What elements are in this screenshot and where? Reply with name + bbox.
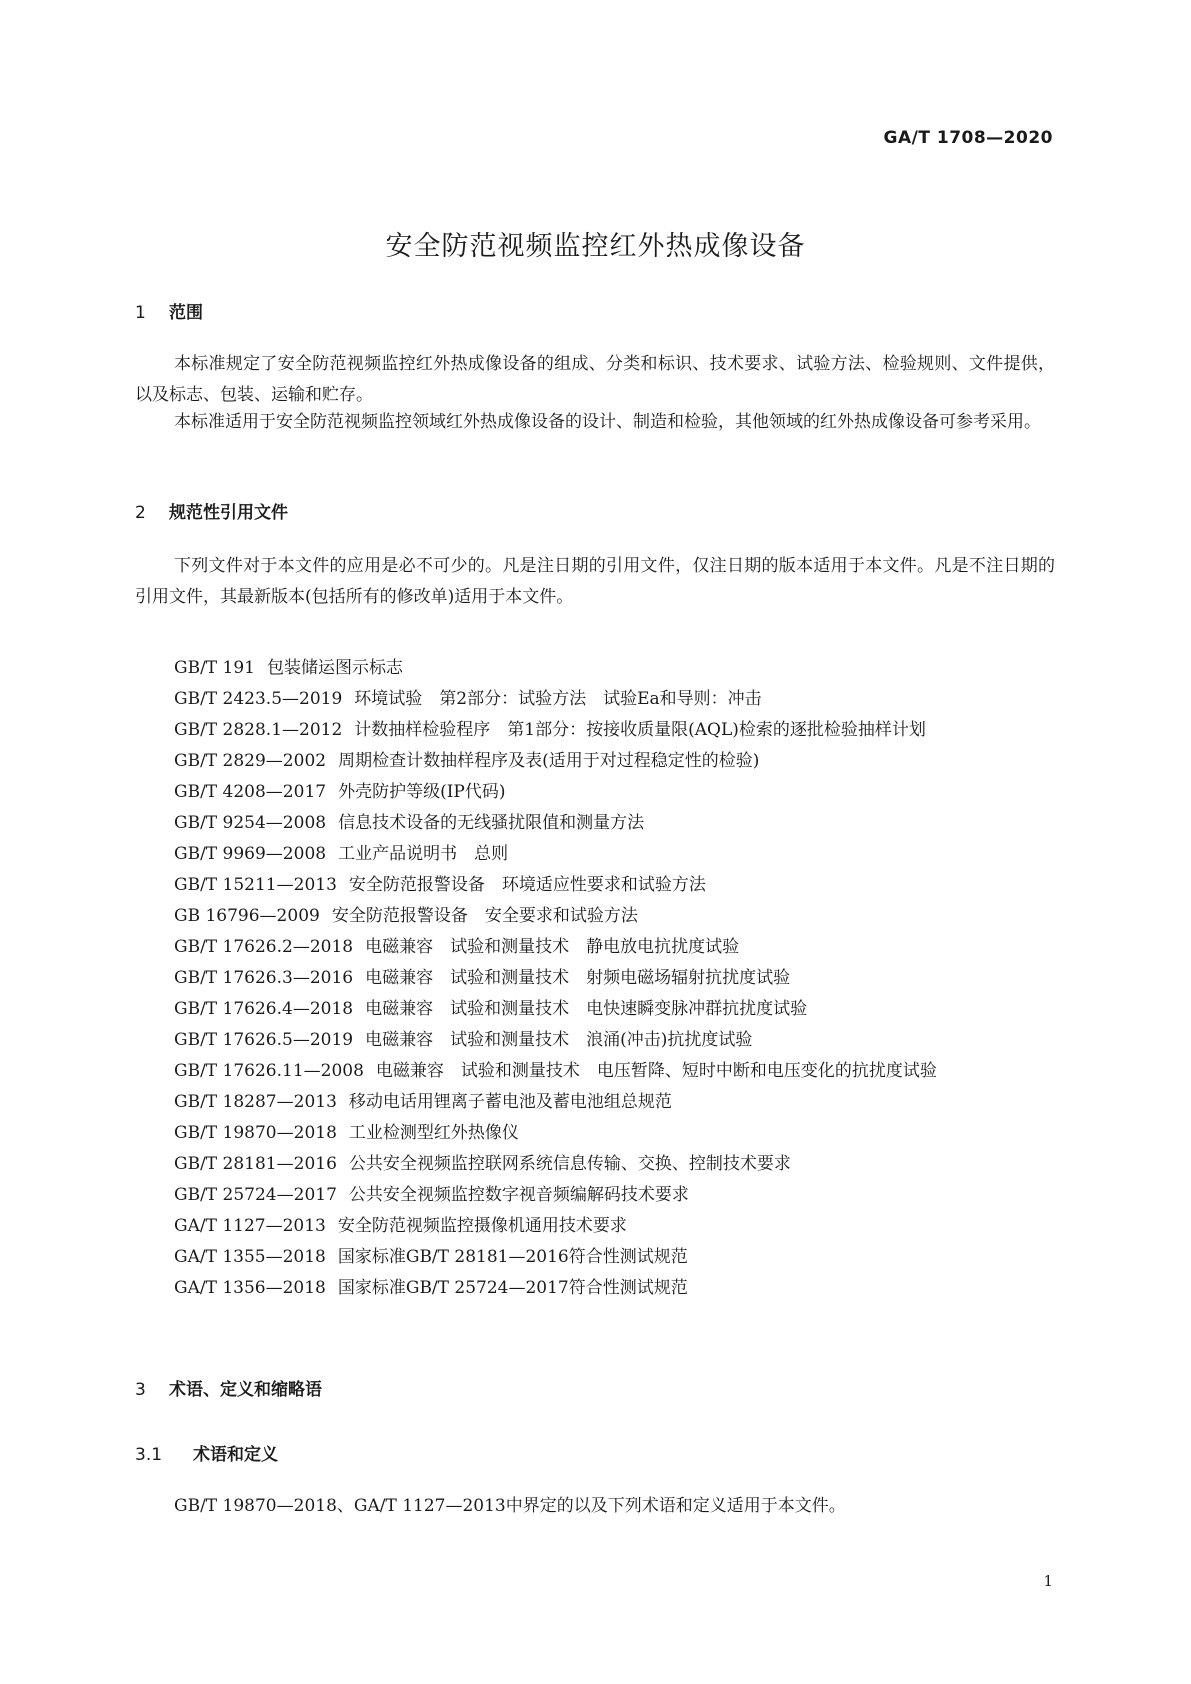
- reference-code: GB 16796—2009: [174, 906, 320, 926]
- reference-item: [135, 1273, 1055, 1304]
- reference-code: GB/T 9254—2008: [174, 813, 327, 833]
- references-intro: 下列文件对于本文件的应用是必不可少的。凡是注日期的引用文件，仅注日期的版本适用于本文件。凡是不注日期的引用文件，其最新版本(包括所有的修改单)适用于本文件。: [135, 556, 1055, 607]
- section-number: 2: [135, 503, 146, 523]
- document-title: 安全防范视频监控红外热成像设备: [385, 231, 806, 262]
- reference-item: [135, 994, 1055, 1025]
- section-3-heading: [135, 1375, 322, 1400]
- reference-title: 安全防范报警设备 环境适应性要求和试验方法: [348, 875, 706, 895]
- reference-item: [135, 901, 1055, 932]
- reference-code: GB/T 17626.2—2018: [174, 937, 354, 957]
- reference-code: GB/T 18287—2013: [174, 1092, 337, 1112]
- reference-item: [135, 1087, 1055, 1118]
- reference-item: [135, 1118, 1055, 1149]
- scope-paragraph-2: 本标准适用于安全防范视频监控领域红外热成像设备的设计、制造和检验，其他领域的红外热成像设备可参考采用。: [174, 412, 1041, 432]
- reference-code: GB/T 17626.5—2019: [174, 1030, 354, 1050]
- reference-code: GB/T 17626.11—2008: [174, 1061, 364, 1081]
- reference-title: 电磁兼容 试验和测量技术 浪涌(冲击)抗扰度试验: [365, 1030, 753, 1050]
- terms-intro-paragraph: GB/T 19870—2018、GA/T 1127—2013中界定的以及下列术语和定义适用于本文件。: [174, 1496, 846, 1516]
- reference-code: GB/T 28181—2016: [174, 1154, 337, 1174]
- reference-code: GA/T 1127—2013: [174, 1216, 326, 1236]
- reference-title: 国家标准GB/T 28181—2016符合性测试规范: [337, 1247, 688, 1267]
- reference-code: GB/T 4208—2017: [174, 782, 327, 802]
- reference-title: 包装储运图示标志: [267, 658, 403, 678]
- reference-item: [135, 1056, 1055, 1087]
- reference-item: [135, 777, 1055, 808]
- normative-references-list: [135, 653, 1055, 1304]
- reference-code: GB/T 9969—2008: [174, 844, 327, 864]
- reference-code: GB/T 2829—2002: [174, 751, 327, 771]
- section-title: 术语和定义: [193, 1445, 278, 1465]
- reference-title: 电磁兼容 试验和测量技术 射频电磁场辐射抗扰度试验: [365, 968, 791, 988]
- reference-item: [135, 1180, 1055, 1211]
- reference-code: GA/T 1355—2018: [174, 1247, 326, 1267]
- section-number: 1: [135, 303, 146, 323]
- reference-title: 安全防范视频监控摄像机通用技术要求: [337, 1216, 627, 1236]
- reference-title: 计数抽样检验程序 第1部分：按接收质量限(AQL)检索的逐批检验抽样计划: [354, 720, 926, 740]
- reference-code: GB/T 25724—2017: [174, 1185, 337, 1205]
- reference-code: GB/T 19870—2018: [174, 1123, 337, 1143]
- reference-title: 电磁兼容 试验和测量技术 电快速瞬变脉冲群抗扰度试验: [365, 999, 808, 1019]
- reference-title: 信息技术设备的无线骚扰限值和测量方法: [338, 813, 645, 833]
- reference-code: GA/T 1356—2018: [174, 1278, 326, 1298]
- reference-title: 电磁兼容 试验和测量技术 静电放电抗扰度试验: [365, 937, 740, 957]
- reference-title: 工业产品说明书 总则: [338, 844, 509, 864]
- section-title: 规范性引用文件: [169, 503, 288, 523]
- reference-item: [135, 963, 1055, 994]
- reference-item: [135, 684, 1055, 715]
- standard-code: GA/T 1708—2020: [883, 128, 1053, 148]
- reference-code: GB/T 17626.3—2016: [174, 968, 354, 988]
- reference-title: 公共安全视频监控联网系统信息传输、交换、控制技术要求: [348, 1154, 791, 1174]
- reference-item: [135, 715, 1055, 746]
- reference-item: [135, 1149, 1055, 1180]
- section-3-1-heading: [135, 1440, 278, 1465]
- reference-item: [135, 1242, 1055, 1273]
- section-number: 3.1: [135, 1445, 163, 1465]
- section-title: 术语、定义和缩略语: [169, 1380, 322, 1400]
- reference-title: 周期检查计数抽样程序及表(适用于对过程稳定性的检验): [338, 751, 760, 771]
- reference-code: GB/T 15211—2013: [174, 875, 337, 895]
- reference-title: 公共安全视频监控数字视音频编解码技术要求: [348, 1185, 689, 1205]
- reference-item: [135, 870, 1055, 901]
- reference-code: GB/T 191: [174, 658, 255, 678]
- section-2-heading: [135, 498, 288, 523]
- reference-title: 环境试验 第2部分：试验方法 试验Ea和导则：冲击: [354, 689, 762, 709]
- reference-title: 移动电话用锂离子蓄电池及蓄电池组总规范: [348, 1092, 672, 1112]
- scope-paragraph-1: 本标准规定了安全防范视频监控红外热成像设备的组成、分类和标识、技术要求、试验方法、检验规则、文件提供，以及标志、包装、运输和贮存。: [135, 354, 1055, 405]
- page-number: 1: [1043, 1572, 1053, 1590]
- reference-item: [135, 839, 1055, 870]
- reference-item: [135, 653, 1055, 684]
- reference-title: 工业检测型红外热像仪: [348, 1123, 519, 1143]
- reference-code: GB/T 2828.1—2012: [174, 720, 343, 740]
- section-number: 3: [135, 1380, 146, 1400]
- reference-title: 国家标准GB/T 25724—2017符合性测试规范: [337, 1278, 688, 1298]
- reference-code: GB/T 17626.4—2018: [174, 999, 354, 1019]
- reference-item: [135, 1025, 1055, 1056]
- reference-title: 安全防范报警设备 安全要求和试验方法: [331, 906, 638, 926]
- reference-item: [135, 1211, 1055, 1242]
- section-1-heading: [135, 298, 203, 323]
- reference-title: 外壳防护等级(IP代码): [338, 782, 506, 802]
- section-title: 范围: [169, 303, 203, 323]
- reference-item: [135, 932, 1055, 963]
- reference-item: [135, 746, 1055, 777]
- reference-code: GB/T 2423.5—2019: [174, 689, 343, 709]
- reference-title: 电磁兼容 试验和测量技术 电压暂降、短时中断和电压变化的抗扰度试验: [375, 1061, 937, 1081]
- reference-item: [135, 808, 1055, 839]
